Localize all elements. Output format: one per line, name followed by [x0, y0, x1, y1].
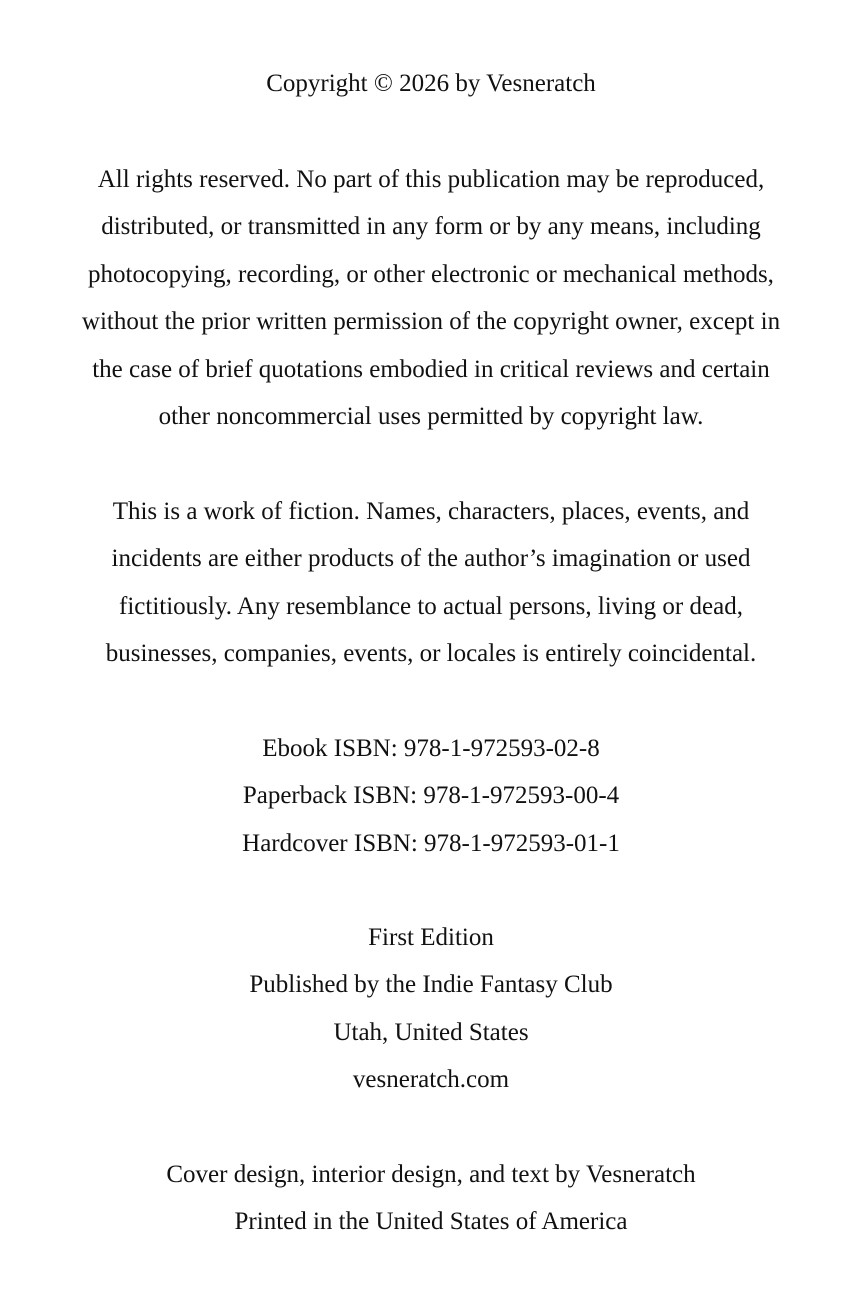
rights-line: without the prior written permission of the copyright owner, except in	[81, 308, 781, 336]
publisher-line: Published by the Indie Fantasy Club	[249, 971, 613, 999]
rights-line: photocopying, recording, or other electronic or mechanical methods,	[88, 260, 774, 288]
publisher-website: vesneratch.com	[352, 1066, 510, 1094]
isbn-list	[0, 725, 862, 867]
hardcover-isbn: Hardcover ISBN: 978-1-972593-01-1	[242, 829, 620, 857]
fiction-line: incidents are either products of the author’s imagination or used	[111, 545, 751, 573]
copyright-line: Copyright © 2026 by Vesneratch	[266, 70, 596, 97]
fiction-disclaimer-paragraph	[0, 488, 862, 678]
fiction-line: fictitiously. Any resemblance to actual persons, living or dead,	[119, 592, 743, 620]
edition-info	[0, 914, 862, 1104]
credits-info	[0, 1151, 862, 1246]
design-credit: Cover design, interior design, and text by Vesneratch	[166, 1161, 696, 1188]
edition-label: First Edition	[368, 924, 494, 951]
rights-line: the case of brief quotations embodied in critical reviews and certain	[92, 355, 770, 383]
rights-line: other noncommercial uses permitted by copyright law.	[158, 403, 704, 431]
rights-line: All rights reserved. No part of this publication may be reproduced,	[97, 166, 765, 193]
printed-location: Printed in the United States of America	[234, 1208, 628, 1236]
ebook-isbn: Ebook ISBN: 978-1-972593-02-8	[262, 735, 600, 762]
rights-line: distributed, or transmitted in any form or by any means, including	[101, 213, 761, 241]
rights-reserved-paragraph	[0, 156, 862, 440]
fiction-line: This is a work of fiction. Names, characters, places, events, and	[112, 498, 750, 525]
paperback-isbn: Paperback ISBN: 978-1-972593-00-4	[242, 782, 620, 810]
publisher-location: Utah, United States	[333, 1018, 529, 1046]
copyright-notice	[0, 60, 862, 107]
fiction-line: businesses, companies, events, or locales is entirely coincidental.	[105, 640, 757, 668]
